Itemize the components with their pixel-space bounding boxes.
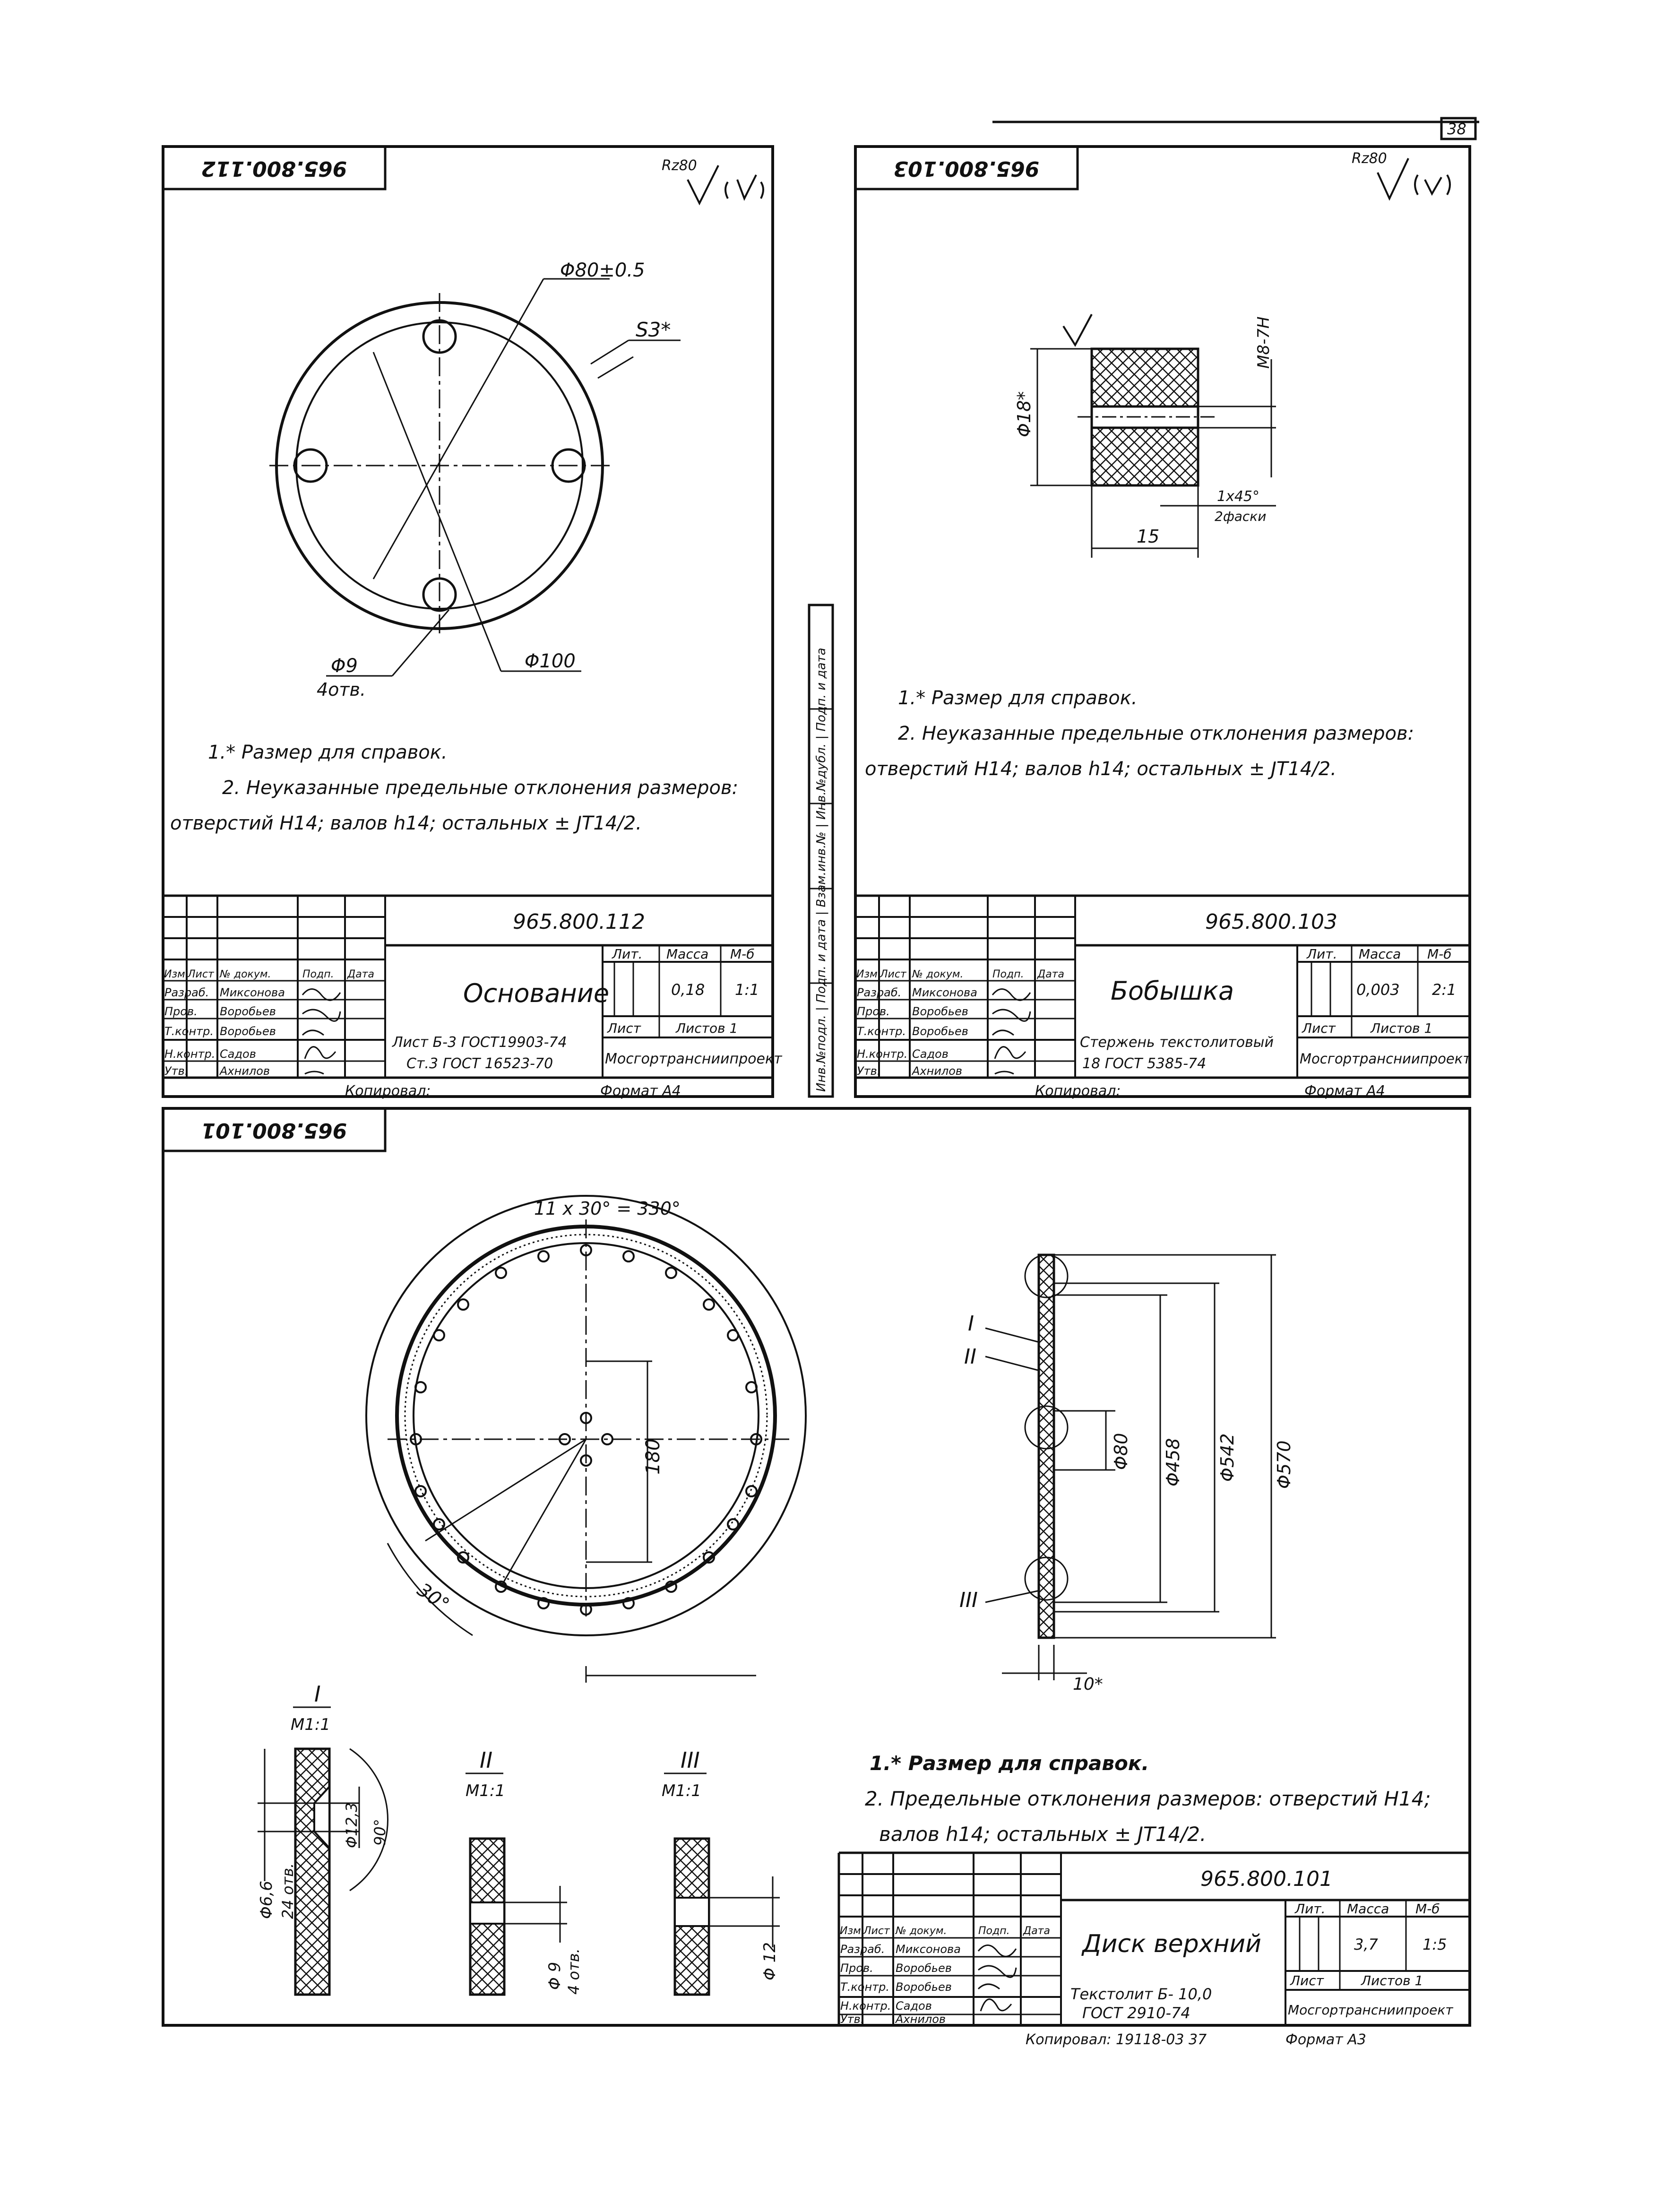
svg-text:Дата: Дата [347,968,374,980]
svg-text:Т.контр.: Т.контр. [164,1025,214,1038]
svg-text:Разраб.: Разраб. [857,986,902,999]
view-2-title: II [480,1747,493,1773]
view-1-dim-a: Φ6,6 [257,1881,276,1919]
note-103-2a: 2. Неуказанные предельные отклонения размеров: [898,723,1414,744]
designation-101: 965.800.101 [1200,1867,1333,1891]
svg-text:Изм.: Изм. [840,1925,864,1937]
side-stamp-text: Инв.№подл. | Подп. и дата | Взам.инв.№ | Инв.№дубл. | Подп. и дата [814,648,828,1092]
part-name-112: Основание [463,978,610,1008]
format-101: Формат А3 [1285,2031,1366,2048]
svg-text:Разраб.: Разраб. [164,986,209,999]
col-mass-101: Масса [1347,1901,1389,1917]
dim-180: 180 [642,1438,664,1475]
svg-text:Разраб.: Разраб. [840,1943,885,1956]
sheets-label-112: Листов 1 [676,1020,738,1036]
dim-542: Φ542 [1217,1433,1238,1482]
material-103-1: Стержень текстолитовый [1080,1034,1274,1051]
dim-80: Φ80±0.5 [560,259,645,281]
sheet-103-stamp: 965.800.103 [893,156,1040,181]
col-lit-101: Лит. [1295,1901,1326,1917]
part-name-103: Бобышка [1111,976,1234,1006]
callout-2: II [964,1345,976,1369]
callout-3: III [959,1588,978,1612]
col-scale-101: М-б [1415,1901,1440,1917]
copied-101: Копировал: 19118-03 37 [1026,2031,1207,2048]
copied-112: Копировал: [345,1083,431,1099]
org-103: Мосгортрансниипроект [1300,1051,1471,1067]
view-2-dim-a: Φ 9 [545,1961,564,1990]
note-103-1: 1.* Размер для справок. [898,687,1138,709]
col-scale-112: М-б [730,946,755,962]
svg-text:Пров.: Пров. [164,1005,198,1018]
svg-text:Лист: Лист [863,1925,890,1937]
detail-view-1 [257,1681,389,1995]
svg-text:Воробьев: Воробьев [220,1005,276,1018]
designation-112: 965.800.112 [513,910,645,934]
roughness-mark-103 [1352,150,1450,199]
dim-chamfer-note: 2фаски [1215,509,1267,524]
col-scale-103: М-б [1427,946,1452,962]
sheet-101 [163,1108,1470,2048]
part-name-101: Диск верхний [1082,1930,1261,1958]
view-1-dim-d: 90° [371,1819,389,1846]
svg-text:Т.контр.: Т.контр. [840,1980,890,1994]
svg-text:Утв.: Утв. [164,1064,189,1078]
svg-text:№ докум.: № докум. [220,968,271,980]
mass-101: 3,7 [1354,1936,1378,1953]
view-3-title: III [681,1747,700,1773]
svg-text:№ докум.: № докум. [896,1925,947,1937]
note-112-2b: отверстий H14; валов h14; остальных ± JT14/2. [170,812,642,834]
format-103: Формат А4 [1304,1083,1385,1099]
note-101-2b: валов h14; остальных ± JT14/2. [879,1823,1207,1846]
svg-text:Пров.: Пров. [840,1961,873,1975]
svg-text:Н.контр.: Н.контр. [840,1999,891,2013]
mass-112: 0,18 [671,981,705,999]
sheet-103 [855,147,1471,1099]
page-number-box [992,118,1479,139]
copied-103: Копировал: [1035,1083,1121,1099]
callout-1: I [968,1312,974,1336]
svg-text:Н.контр.: Н.контр. [164,1047,216,1061]
view-3-dim-a: Φ 12 [760,1942,779,1980]
base-plate-view [269,279,681,676]
note-103-2b: отверстий H14; валов h14; остальных ± JT14/2. [865,758,1337,780]
sheet-112-stamp: 965.800.112 [201,156,347,181]
svg-text:№ докум.: № докум. [912,968,964,980]
dim-10: 10* [1073,1675,1103,1694]
svg-text:Лист: Лист [188,968,214,980]
dim-458: Φ458 [1163,1438,1183,1486]
note-101-2a: 2. Предельные отклонения размеров: отверстий H14; [865,1787,1431,1810]
org-112: Мосгортрансниипроект [605,1051,782,1067]
detail-view-2 [466,1747,583,1995]
dim-m8: М8-7Н [1254,316,1273,369]
dim-570: Φ570 [1274,1440,1294,1489]
note-112-1: 1.* Размер для справок. [208,742,448,763]
dim-9: Φ9 [331,655,358,677]
org-101: Мосгортрансниипроект [1288,2002,1453,2018]
disc-section-view [959,1255,1294,1694]
svg-text:Воробьев: Воробьев [220,1025,276,1038]
col-mass-103: Масса [1359,946,1401,962]
col-lit-103: Лит. [1307,946,1337,962]
svg-text:Т.контр.: Т.контр. [857,1025,906,1038]
material-112-1: Лист Б-3 ГОСТ19903-74 [392,1034,567,1051]
svg-text:Садов: Садов [896,1999,932,2013]
svg-text:Ахнилов: Ахнилов [220,1064,270,1078]
dim-9-count: 4отв. [317,679,366,700]
dim-30: 30° [413,1579,453,1616]
view-2-scale: М1:1 [466,1781,506,1800]
dim-15: 15 [1137,526,1160,547]
material-103-2: 18 ГОСТ 5385-74 [1082,1055,1207,1072]
svg-text:Rz80: Rz80 [1352,150,1387,167]
svg-text:Лист: Лист [880,968,906,980]
svg-text:Пров.: Пров. [857,1005,890,1018]
sheet-label-103: Лист [1302,1020,1336,1036]
svg-text:Подп.: Подп. [302,968,334,980]
roughness-mark-112 [662,157,763,203]
svg-text:Ахнилов: Ахнилов [896,2013,946,2026]
svg-text:Воробьев: Воробьев [896,1961,952,1975]
svg-text:Rz80: Rz80 [662,157,697,174]
svg-text:Садов: Садов [912,1047,949,1061]
material-101-2: ГОСТ 2910-74 [1082,2004,1190,2022]
svg-text:Подп.: Подп. [978,1925,1010,1937]
sheet-label-112: Лист [607,1020,641,1036]
dim-s3: S3* [636,318,671,341]
dim-80: Φ80 [1111,1433,1131,1470]
material-112-2: Ст.3 ГОСТ 16523-70 [406,1055,553,1072]
note-101-1: 1.* Размер для справок. [870,1752,1149,1775]
svg-text:Миксонова: Миксонова [912,986,977,999]
view-3-scale: М1:1 [662,1781,702,1800]
format-112: Формат А4 [600,1083,681,1099]
svg-text:Ахнилов: Ахнилов [912,1064,963,1078]
svg-text:Утв.: Утв. [840,2013,864,2026]
col-lit-112: Лит. [612,946,643,962]
dim-18: Φ18* [1014,391,1035,437]
svg-text:Утв.: Утв. [857,1064,881,1078]
svg-text:Воробьев: Воробьев [912,1025,968,1038]
scale-112: 1:1 [735,981,759,999]
view-2-dim-b: 4 отв. [565,1948,583,1995]
svg-text:Миксонова: Миксонова [220,986,285,999]
svg-text:Садов: Садов [220,1047,256,1061]
view-1-dim-b: 24 отв. [279,1863,297,1919]
sheet-101-stamp: 965.800.101 [201,1118,347,1142]
view-1-dim-c: Φ12,3 [343,1802,361,1848]
dim-330: 11 x 30° = 330° [534,1198,681,1219]
mass-103: 0,003 [1356,981,1400,999]
svg-text:Дата: Дата [1037,968,1064,980]
designation-103: 965.800.103 [1205,910,1337,934]
scale-103: 2:1 [1432,981,1457,999]
scale-101: 1:5 [1423,1936,1447,1953]
svg-text:Воробьев: Воробьев [912,1005,968,1018]
svg-text:Н.контр.: Н.контр. [857,1047,908,1061]
svg-text:Изм.: Изм. [164,968,189,980]
svg-text:Миксонова: Миксонова [896,1943,961,1956]
material-101-1: Текстолит Б- 10,0 [1070,1985,1212,2003]
detail-view-3 [662,1747,780,1995]
svg-text:Воробьев: Воробьев [896,1980,952,1994]
page-number: 38 [1447,120,1466,138]
dim-chamfer: 1x45° [1217,488,1260,505]
note-112-2a: 2. Неуказанные предельные отклонения размеров: [222,777,739,799]
col-mass-112: Масса [666,946,709,962]
side-stamp [809,605,833,1097]
svg-text:Изм.: Изм. [856,968,881,980]
sheet-112 [163,147,783,1099]
sheet-label-101: Лист [1290,1973,1324,1988]
svg-text:Дата: Дата [1023,1925,1050,1937]
dim-100: Φ100 [525,650,576,672]
disc-plan-view [366,1196,806,1683]
view-1-scale: М1:1 [291,1715,331,1734]
svg-text:Подп.: Подп. [992,968,1024,980]
sheets-label-103: Листов 1 [1371,1020,1433,1036]
sheets-label-101: Листов 1 [1361,1973,1423,1988]
view-1-title: I [314,1681,321,1707]
